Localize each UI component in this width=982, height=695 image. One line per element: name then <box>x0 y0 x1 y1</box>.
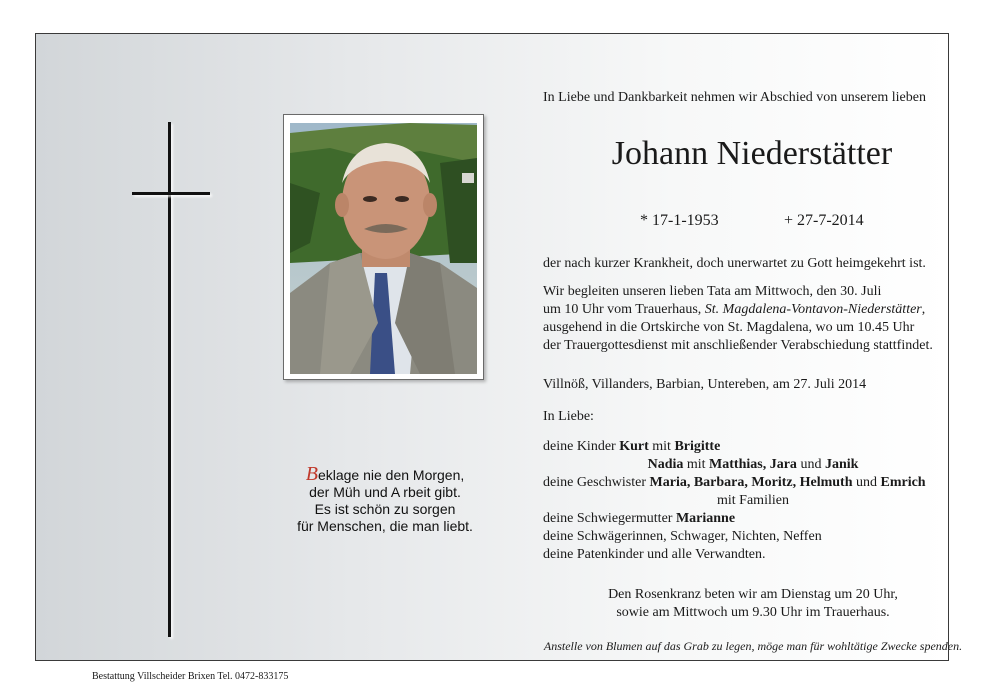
funeral-line-3: ausgehend in die Ortskirche von St. Magdalena, wo um 10.45 Uhr <box>543 320 915 335</box>
name-brigitte: Brigitte <box>674 439 721 454</box>
poem-line-1-text: eklage nie den Morgen, <box>317 467 465 483</box>
name-emrich: Emrich <box>880 475 926 490</box>
obituary-card <box>35 33 963 682</box>
family-line-schwiegermutter <box>543 510 963 528</box>
name-matthias-jara: Matthias, Jara <box>709 457 797 472</box>
poem-line-1 <box>270 463 500 485</box>
schwiegermutter-label: deine Schwiegermutter <box>543 511 676 526</box>
name-kurt: Kurt <box>619 439 649 454</box>
funeral-line-2-comma: , <box>921 302 926 317</box>
portrait-illustration <box>290 123 477 374</box>
poem-line-4: für Menschen, die man liebt. <box>297 518 473 534</box>
rosary-line-1: Den Rosenkranz beten wir am Dienstag um 20 Uhr, <box>608 587 898 602</box>
cross-icon-horizontal <box>132 192 210 195</box>
funeral-home-footer: Bestattung Villscheider Brixen Tel. 0472-833175 <box>92 671 289 682</box>
passing-text: der nach kurzer Krankheit, doch unerwartet zu Gott heimgekehrt ist. <box>543 256 926 271</box>
flowers-note: Anstelle von Blumen auf das Grab zu legen, möge man für wohltätige Zwecke spenden. <box>543 639 963 653</box>
mit-2: mit <box>683 457 710 472</box>
family-list <box>543 438 963 564</box>
rosary-line-2: sowie am Mittwoch um 9.30 Uhr im Trauerhaus. <box>616 605 890 620</box>
family-line-nadia <box>543 456 963 474</box>
name-nadia: Nadia <box>647 457 684 472</box>
funeral-line-1: Wir begleiten unseren lieben Tata am Mittwoch, den 30. Juli <box>543 284 882 299</box>
family-line-kinder <box>543 438 963 456</box>
funeral-line-2 <box>543 301 963 319</box>
birth-date: * 17-1-1953 <box>640 212 719 229</box>
portrait-photo <box>290 123 477 374</box>
funeral-house-name: St. Magdalena-Vontavon-Niederstätter <box>704 302 922 317</box>
death-date: + 27-7-2014 <box>784 212 864 229</box>
funeral-details <box>543 283 963 355</box>
portrait-photo-frame <box>283 114 484 380</box>
family-line-schwaegerinnen: deine Schwägerinnen, Schwager, Nichten, Neffen <box>543 529 822 544</box>
family-line-geschwister <box>543 474 963 492</box>
rosary-info <box>543 586 963 622</box>
names-geschwister: Maria, Barbara, Moritz, Helmuth <box>649 475 853 490</box>
funeral-line-4: der Trauergottesdienst mit anschließender Verabschiedung stattfindet. <box>543 338 933 353</box>
poem-line-3: Es ist schön zu sorgen <box>314 501 456 517</box>
poem-line-2: der Müh und A rbeit gibt. <box>309 484 461 500</box>
funeral-line-2-a: um 10 Uhr vom Trauerhaus, <box>543 302 705 317</box>
place-date: Villnöß, Villanders, Barbian, Untereben, am 27. Juli 2014 <box>543 377 867 392</box>
intro-text: In Liebe und Dankbarkeit nehmen wir Abschied von unserem lieben <box>543 90 926 105</box>
in-liebe-heading: In Liebe: <box>543 409 594 424</box>
family-line-mit-familien: mit Familien <box>717 493 789 508</box>
family-line-patenkinder: deine Patenkinder und alle Verwandten. <box>543 547 766 562</box>
mit-1: mit <box>648 439 675 454</box>
geschwister-label: deine Geschwister <box>543 475 650 490</box>
poem <box>270 463 500 535</box>
name-marianne: Marianne <box>675 511 736 526</box>
name-janik: Janik <box>824 457 859 472</box>
kinder-label: deine Kinder <box>543 439 620 454</box>
deceased-name: Johann Niederstätter <box>611 135 893 172</box>
und-1: und <box>796 457 825 472</box>
und-2: und <box>852 475 881 490</box>
cross-icon-vertical <box>168 122 171 637</box>
poem-initial: B <box>305 463 318 485</box>
